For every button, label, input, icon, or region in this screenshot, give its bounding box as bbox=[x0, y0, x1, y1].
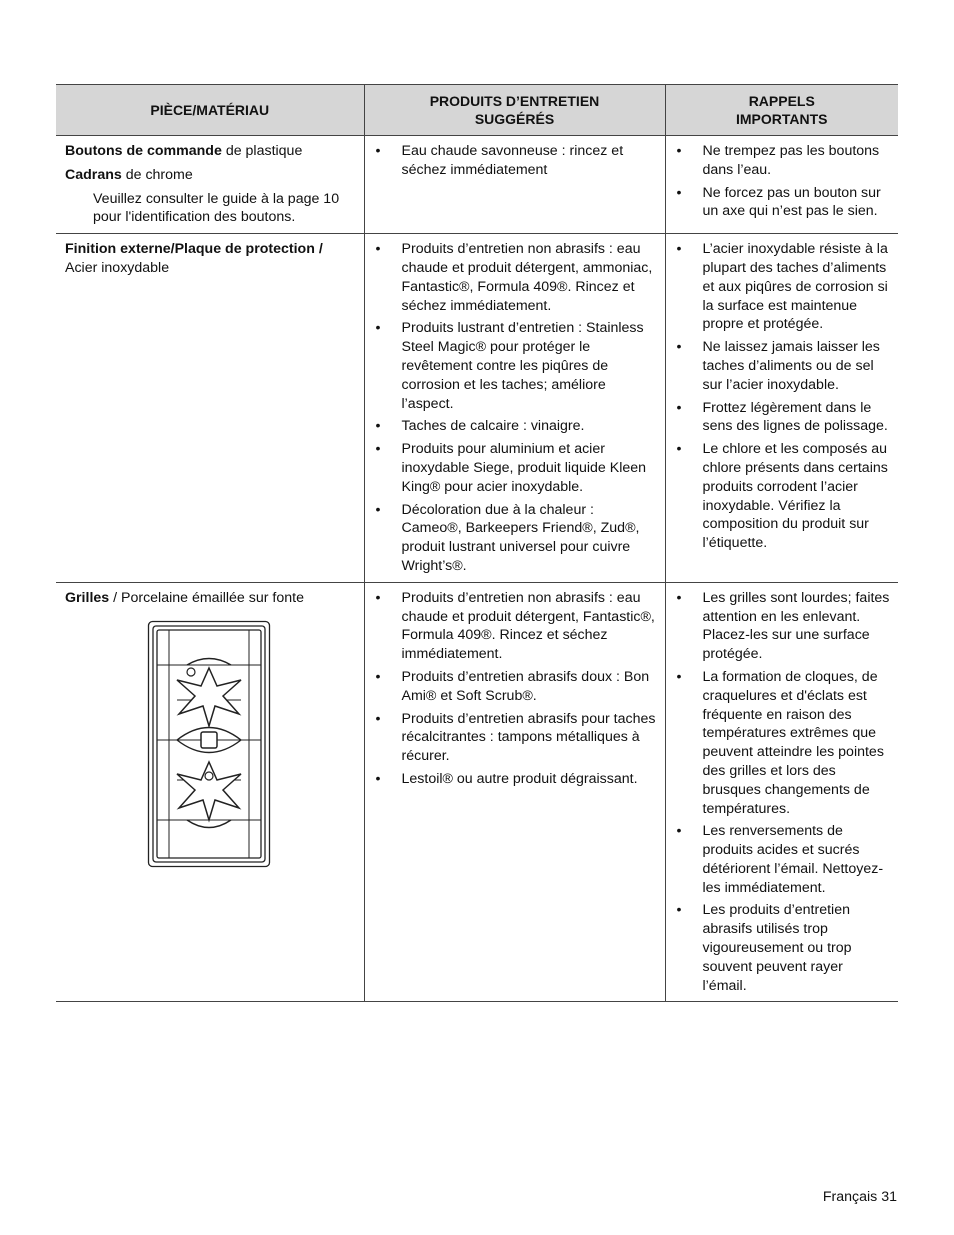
list-item: • Frottez légèrement dans le sens des lignes de polissage. bbox=[675, 399, 891, 437]
reminders-cell bbox=[665, 234, 898, 583]
header-products-line1: PRODUITS D’ENTRETIEN bbox=[429, 93, 600, 109]
part-line bbox=[65, 166, 356, 185]
list-item: • Produits d’entretien abrasifs pour taches récalcitrantes : tampons métalliques à récurer. bbox=[374, 710, 657, 766]
products-cell bbox=[364, 136, 665, 234]
reminders-list bbox=[675, 589, 891, 996]
products-cell bbox=[364, 582, 665, 1002]
part-material: Acier inoxydable bbox=[65, 259, 170, 276]
part-cell bbox=[56, 234, 364, 583]
products-list bbox=[374, 589, 657, 789]
part-cell bbox=[56, 582, 364, 1002]
table-row bbox=[56, 136, 898, 234]
part-name: Finition externe/Plaque de protection / bbox=[65, 241, 323, 258]
table-row bbox=[56, 582, 898, 1002]
list-item: • Taches de calcaire : vinaigre. bbox=[374, 417, 657, 436]
table-header-row bbox=[56, 85, 898, 136]
list-item: • L’acier inoxydable résiste à la plupart des taches d’aliments et aux piqûres de corrosion si la surface est maintenue propre et protégée. bbox=[675, 240, 891, 334]
header-reminders-line1: RAPPELS bbox=[748, 93, 815, 109]
header-products-line2: SUGGÉRÉS bbox=[474, 111, 555, 127]
products-cell bbox=[364, 234, 665, 583]
part-note: Veuillez consulter le guide à la page 10 pour l'identification des boutons. bbox=[93, 190, 340, 226]
header-reminders-line2: IMPORTANTS bbox=[735, 111, 828, 127]
list-item: • Lestoil® ou autre produit dégraissant. bbox=[374, 770, 657, 789]
list-item: • Ne laissez jamais laisser les taches d’aliments ou de sel sur l’acier inoxydable. bbox=[675, 338, 891, 394]
reminders-cell bbox=[665, 582, 898, 1002]
part-name: Grilles bbox=[65, 589, 110, 606]
list-item: • Les renversements de produits acides et sucrés détériorent l’émail. Nettoyez-les immédiatement. bbox=[675, 822, 891, 897]
list-item: • Eau chaude savonneuse : rincez et séchez immédiatement bbox=[374, 142, 657, 180]
list-item: • Les grilles sont lourdes; faites attention en les enlevant. Placez-les sur une surface protégée. bbox=[675, 589, 891, 664]
list-item: • Produits d’entretien abrasifs doux : Bon Ami® et Soft Scrub®. bbox=[374, 668, 657, 706]
burner-grate-icon bbox=[147, 620, 271, 868]
part-name: Cadrans bbox=[65, 166, 122, 183]
part-material: de chrome bbox=[121, 166, 193, 183]
list-item: • Produits d’entretien non abrasifs : eau chaude et produit détergent, ammoniac, Fantastic®, Formula 409®. Rincez et séchez immédiatement. bbox=[374, 240, 657, 315]
products-list bbox=[374, 240, 657, 576]
list-item: • Décoloration due à la chaleur : Cameo®, Barkeepers Friend®, Zud®, produit lustrant universel pour cuivre Wright’s®. bbox=[374, 501, 657, 576]
header-part-material bbox=[56, 85, 364, 136]
list-item: • Produits pour aluminium et acier inoxydable Siege, produit liquide Kleen King® pour acier inoxydable. bbox=[374, 440, 657, 496]
table-row bbox=[56, 234, 898, 583]
care-table bbox=[56, 84, 898, 1002]
list-item: • Ne trempez pas les boutons dans l’eau. bbox=[675, 142, 891, 180]
list-item: • Produits d’entretien non abrasifs : eau chaude et produit détergent, Fantastic®, Formula 409®. Rincez et séchez immédiatement. bbox=[374, 589, 657, 664]
part-line bbox=[65, 240, 356, 278]
header-part-material-label: PIÈCE/MATÉRIAU bbox=[150, 102, 270, 118]
reminders-cell bbox=[665, 136, 898, 234]
header-important-reminders bbox=[665, 85, 898, 136]
reminders-list bbox=[675, 142, 891, 221]
list-item: • Produits lustrant d’entretien : Stainless Steel Magic® pour protéger le revêtement contre les piqûres de corrosion et les taches; améliore l’aspect. bbox=[374, 319, 657, 413]
part-material: de plastique bbox=[221, 143, 303, 159]
list-item: • Ne forcez pas un bouton sur un axe qui n’est pas le sien. bbox=[675, 184, 891, 222]
list-item: • Le chlore et les composés au chlore présents dans certains produits corrodent l’acier inoxydable. Vérifiez la composition du produit sur l’étiquette. bbox=[675, 440, 891, 553]
products-list bbox=[374, 142, 657, 180]
reminders-list bbox=[675, 240, 891, 553]
part-material: / Porcelaine émaillée sur fonte bbox=[109, 589, 304, 606]
part-name: Boutons de commande bbox=[65, 143, 222, 159]
page-number: Français 31 bbox=[822, 1189, 897, 1205]
part-cell bbox=[56, 136, 364, 234]
list-item: • Les produits d’entretien abrasifs utilisés trop vigoureusement ou trop souvent peuvent rayer l’émail. bbox=[675, 901, 891, 995]
list-item: • La formation de cloques, de craquelures et d'éclats est fréquente en raison des températures extrêmes que peuvent atteindre les pointes des grilles et lors des brusques changements de températures. bbox=[675, 668, 891, 818]
header-suggested-products bbox=[364, 85, 665, 136]
part-line bbox=[65, 589, 356, 608]
part-line bbox=[65, 142, 356, 161]
